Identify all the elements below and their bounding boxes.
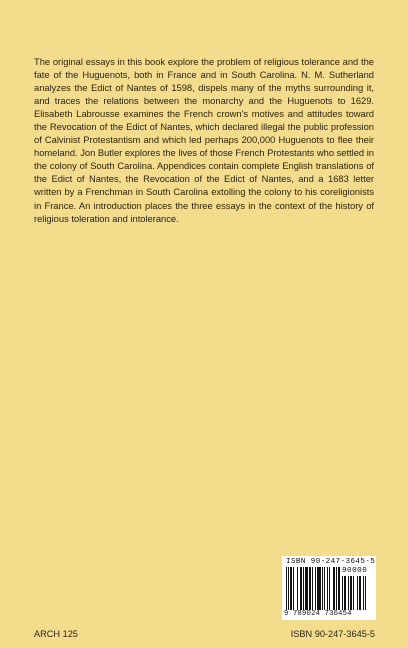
barcode-isbn-label: ISBN 90-247-3645-5	[286, 558, 376, 566]
barcode-ean-digits: 9 789024 736454	[284, 610, 352, 618]
barcode-addon-digits: 90000	[342, 567, 368, 575]
back-cover-blurb: The original essays in this book explore the problem of religious tolerance and the fate of the Huguenots, both in France and in South Carolina. N. M. Sutherland analyzes the Edict of Nantes of 1598, dispels many of the myths surrounding it, and traces the relations between the monarchy and the Huguenots to 1629. Elisabeth Labrousse examines the French crown's motives and attitudes toward the Revocation of the Edict of Nantes, which declared illegal the public profession of Calvinist Protestantism and which led perhaps 200,000 Huguenots to flee their homeland. Jon Butler explores the lives of those French Protestants who settled in the colony of South Carolina. Appendices contain complete English translations of the Edict of Nantes, the Revocation of the Edict of Nantes, and a 1683 letter written by a Frenchman in South Carolina extolling the colony to his coreligionists in France. An introduction places the three essays in the context of the history of religious toleration and intolerance.	[34, 56, 374, 224]
barcode-bars	[286, 567, 340, 610]
barcode-addon-bars	[342, 576, 372, 610]
isbn-barcode	[282, 556, 376, 620]
series-code: ARCH 125	[34, 629, 78, 639]
footer-isbn: ISBN 90-247-3645-5	[290, 629, 375, 639]
